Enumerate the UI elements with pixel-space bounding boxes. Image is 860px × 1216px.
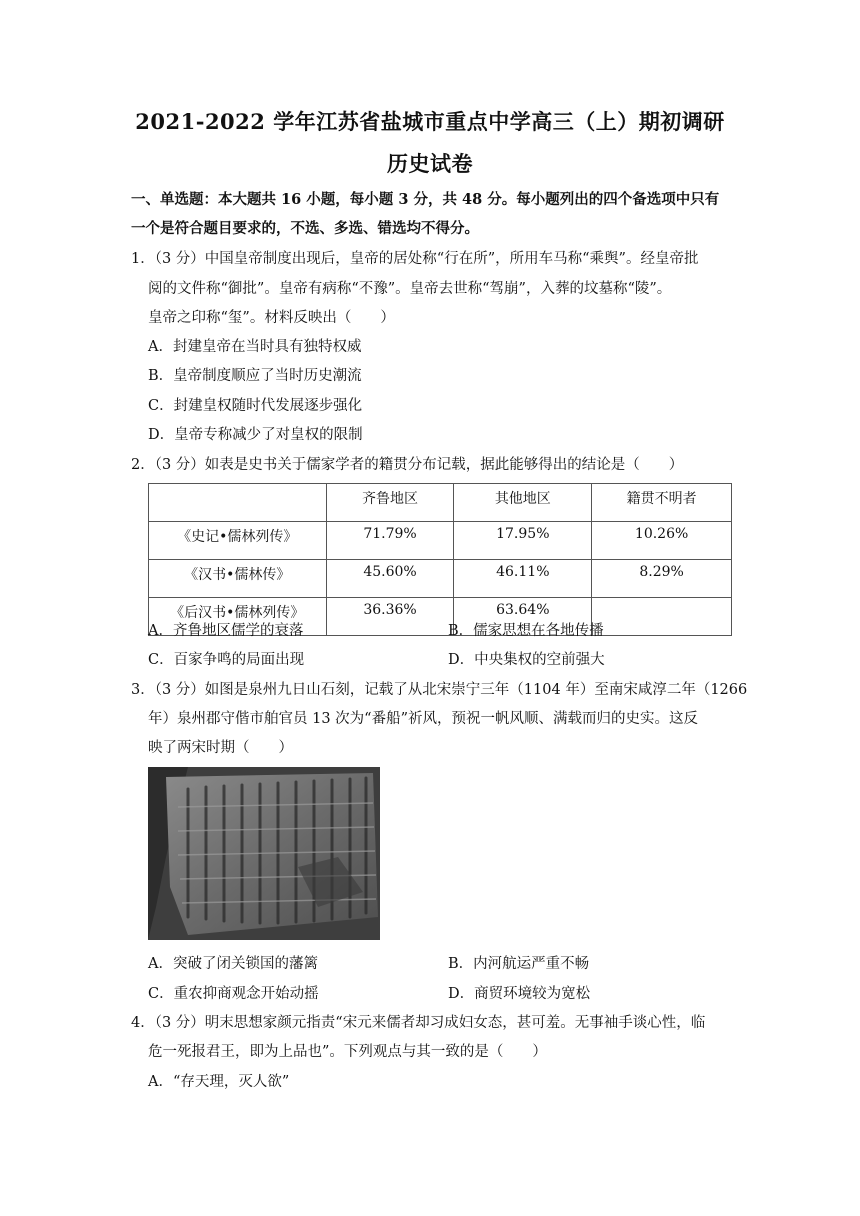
table-cell: 10.26%: [592, 522, 732, 560]
table-cell: [592, 598, 732, 636]
table-cell: 《史记•儒林列传》: [149, 522, 327, 560]
q3-stem-line1: 3．（3 分）如图是泉州九日山石刻，记载了从北宋崇宁三年（1104 年）至南宋咸淳二年（1266: [131, 682, 748, 698]
q3-option-c: C．重农抑商观念开始动摇: [148, 986, 319, 1002]
table-cell: 45.60%: [326, 560, 454, 598]
q1-stem-line2: 阅的文件称“御批”。皇帝有病称“不豫”。皇帝去世称“驾崩”，入葬的坟墓称“陵”。: [148, 281, 672, 297]
q3-stem-line2: 年）泉州郡守偕市舶官员 13 次为“番船”祈风，预祝一帆风顺、满载而归的史实。这反: [148, 711, 698, 727]
q4-stem-line1: 4．（3 分）明末思想家颜元指责“宋元来儒者却习成妇女态，甚可羞。无事袖手谈心性，临: [131, 1015, 706, 1031]
table-header-row: [149, 484, 732, 522]
table-header-cell: 籍贯不明者: [592, 484, 732, 522]
q2-stem-line1: 2．（3 分）如表是史书关于儒家学者的籍贯分布记载，据此能够得出的结论是（ ）: [131, 457, 684, 473]
stone-inscription-photo: [148, 767, 380, 940]
table-header-cell: [149, 484, 327, 522]
exam-title: 2021-2022 学年江苏省盐城市重点中学高三（上）期初调研: [135, 109, 725, 134]
table-cell: 17.95%: [454, 522, 592, 560]
q2-option-d: D．中央集权的空前强大: [448, 652, 605, 668]
section-header-line2: 一个是符合题目要求的，不选、多选、错选均不得分。: [131, 220, 479, 237]
q1-option-a: A．封建皇帝在当时具有独特权威: [148, 339, 362, 355]
q1-option-c: C．封建皇权随时代发展逐步强化: [148, 398, 363, 414]
table-cell: 8.29%: [592, 560, 732, 598]
table-row: [149, 560, 732, 598]
exam-subtitle: 历史试卷: [387, 151, 473, 176]
table-cell: 《后汉书•儒林列传》: [149, 598, 327, 636]
table-cell: 71.79%: [326, 522, 454, 560]
q4-stem-line2: 危一死报君王，即为上品也”。下列观点与其一致的是（ ）: [148, 1044, 547, 1060]
q1-option-d: D．皇帝专称减少了对皇权的限制: [148, 427, 363, 443]
section-header-line1: 一、单选题：本大题共 16 小题，每小题 3 分，共 48 分。每小题列出的四个备选项中只有: [131, 191, 720, 208]
q2-data-table: [148, 483, 732, 636]
q1-stem-line1: 1．（3 分）中国皇帝制度出现后，皇帝的居处称“行在所”，所用车马称“乘舆”。经皇帝批: [131, 251, 699, 267]
table-cell: 46.11%: [454, 560, 592, 598]
table-cell: 《汉书•儒林传》: [149, 560, 327, 598]
q3-option-a: A．突破了闭关锁国的藩篱: [148, 956, 318, 972]
q1-stem-line3: 皇帝之印称“玺”。材料反映出（ ）: [148, 310, 395, 326]
q3-option-d: D．商贸环境较为宽松: [448, 986, 591, 1002]
stone-inscription-image: [148, 767, 380, 940]
table-cell: 36.36%: [326, 598, 454, 636]
q2-option-b: B．儒家思想在各地传播: [448, 623, 604, 639]
table-cell: 63.64%: [454, 598, 592, 636]
q1-option-b: B．皇帝制度顺应了当时历史潮流: [148, 368, 362, 384]
q2-option-c: C．百家争鸣的局面出现: [148, 652, 305, 668]
q4-option-a: A．“存天理，灭人欲”: [148, 1074, 290, 1090]
table-header-cell: 齐鲁地区: [326, 484, 454, 522]
q3-option-b: B．内河航运严重不畅: [448, 956, 590, 972]
q3-stem-line3: 映了两宋时期（ ）: [148, 740, 293, 756]
table-header-cell: 其他地区: [454, 484, 592, 522]
table-row: [149, 522, 732, 560]
q2-option-a: A．齐鲁地区儒学的衰落: [148, 623, 304, 639]
